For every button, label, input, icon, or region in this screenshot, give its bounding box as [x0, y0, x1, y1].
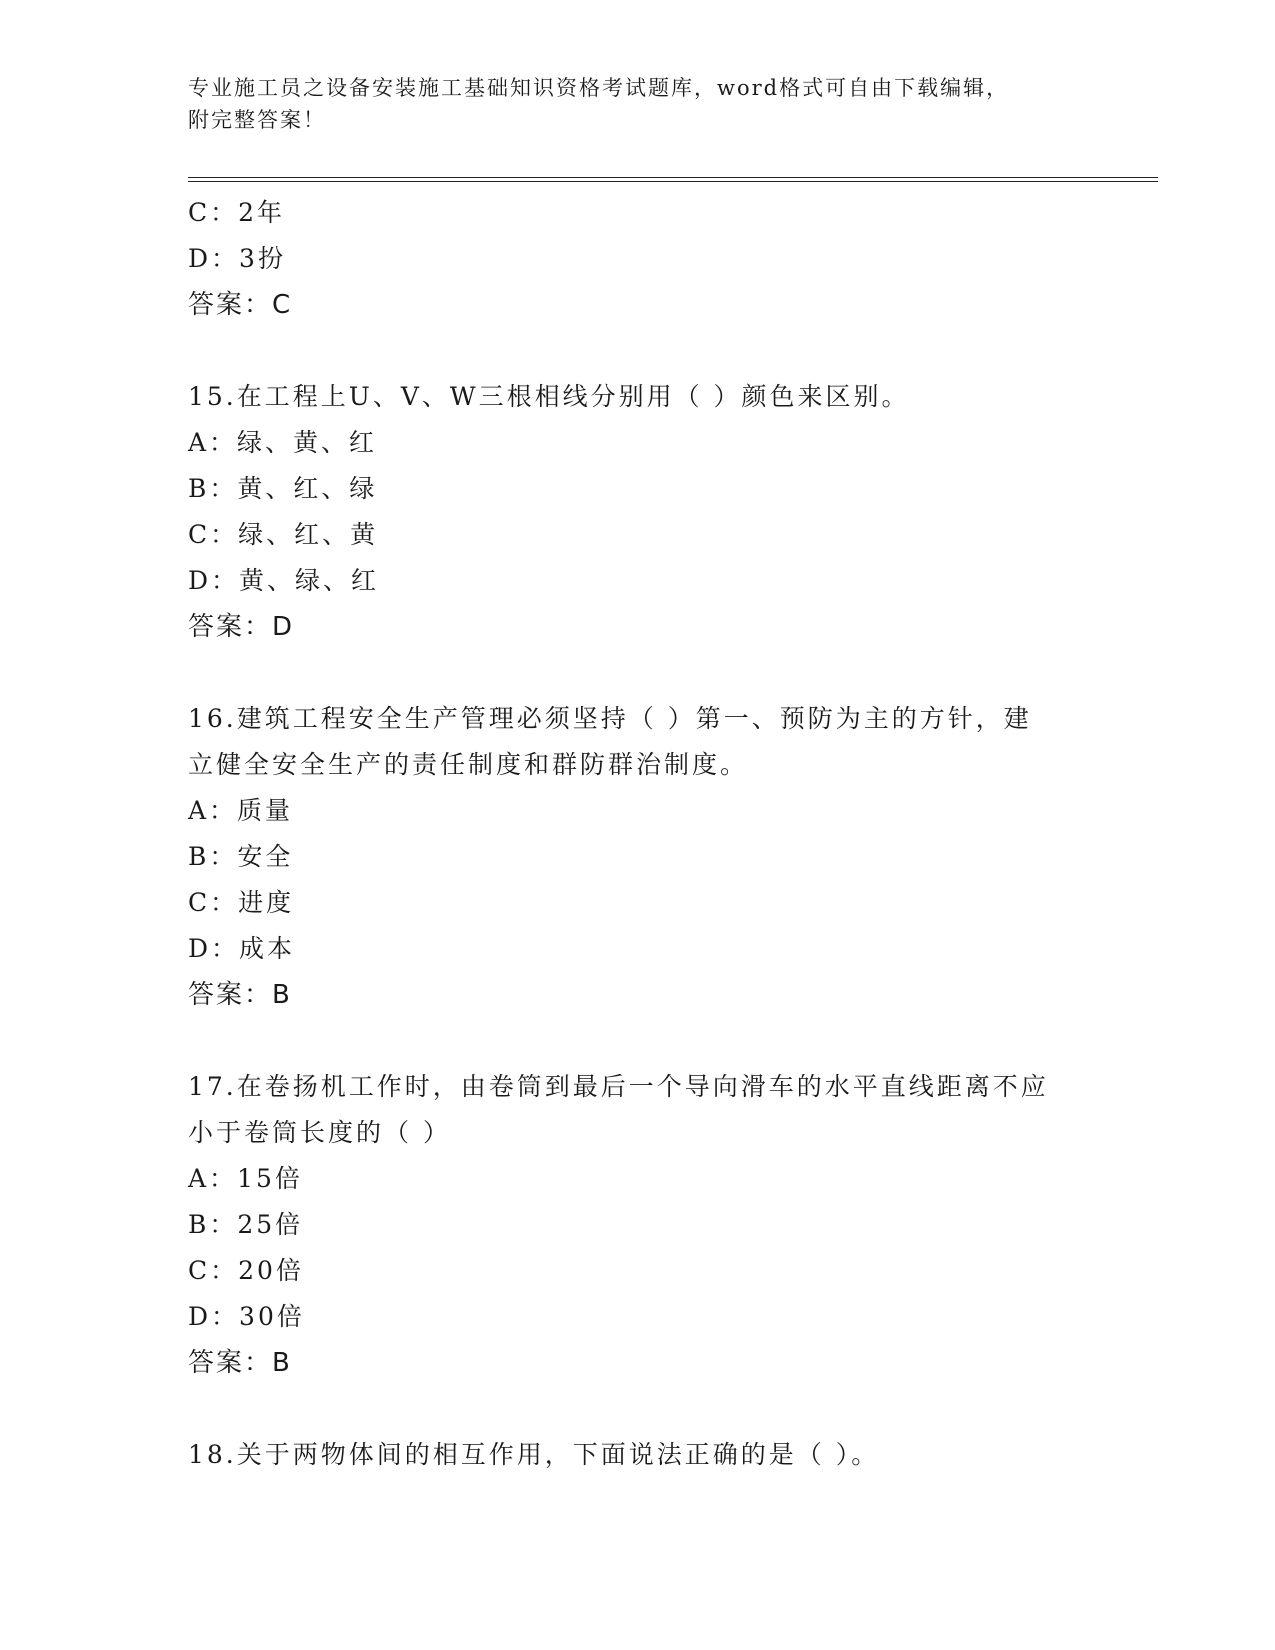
question-15 — [188, 374, 1088, 650]
question-text: 15.在工程上U、V、W三根相线分别用（ ）颜色来区别。 — [188, 382, 910, 411]
header-divider-top — [188, 177, 1158, 178]
question-text-line-1: 17.在卷扬机工作时，由卷筒到最后一个导向滑车的水平直线距离不应 — [188, 1072, 1049, 1101]
question-18 — [188, 1432, 1088, 1478]
document-body — [188, 190, 1088, 1478]
spacer — [188, 328, 1088, 374]
option-c: C：20倍 — [188, 1256, 304, 1285]
question-text-line-2: 小于卷筒长度的（ ） — [188, 1118, 451, 1147]
option-d: D：3扮 — [188, 244, 286, 273]
spacer — [188, 650, 1088, 696]
option-d: D：黄、绿、红 — [188, 566, 380, 595]
option-c: C：绿、红、黄 — [188, 520, 379, 549]
document-header — [188, 72, 1088, 136]
question-text: 18.关于两物体间的相互作用，下面说法正确的是（ ）。 — [188, 1440, 880, 1469]
option-a: A：质量 — [188, 796, 294, 825]
question-16 — [188, 696, 1088, 1018]
option-b: B：安全 — [188, 842, 294, 871]
spacer — [188, 1018, 1088, 1064]
option-b: B：黄、红、绿 — [188, 474, 378, 503]
option-a: A：绿、黄、红 — [188, 428, 378, 457]
question-text-line-2: 立健全安全生产的责任制度和群防群治制度。 — [188, 750, 749, 779]
answer-line: 答案：D — [188, 612, 295, 642]
answer-line: 答案：C — [188, 290, 293, 320]
option-c: C：2年 — [188, 198, 286, 227]
option-b: B：25倍 — [188, 1210, 304, 1239]
prev-question-block — [188, 190, 1088, 328]
question-17 — [188, 1064, 1088, 1386]
header-divider-bottom — [188, 181, 1158, 182]
option-a: A：15倍 — [188, 1164, 303, 1193]
question-text-line-1: 16.建筑工程安全生产管理必须坚持（ ）第一、预防为主的方针，建 — [188, 704, 1032, 733]
option-d: D：30倍 — [188, 1302, 305, 1331]
option-d: D：成本 — [188, 934, 296, 963]
option-c: C：进度 — [188, 888, 295, 917]
answer-line: 答案：B — [188, 980, 292, 1010]
answer-line: 答案：B — [188, 1348, 292, 1378]
header-title-line-2: 附完整答案！ — [188, 108, 326, 132]
spacer — [188, 1386, 1088, 1432]
header-title-line-1: 专业施工员之设备安装施工基础知识资格考试题库，word格式可自由下载编辑， — [188, 76, 1010, 100]
